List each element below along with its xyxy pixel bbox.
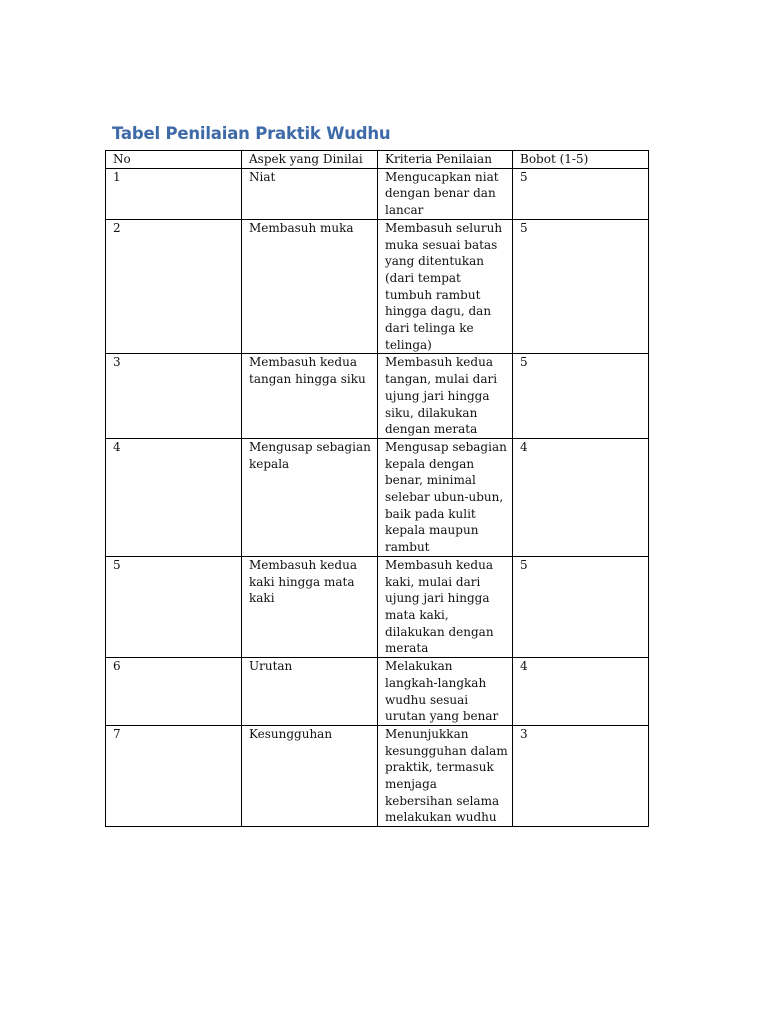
cell-kriteria: Melakukan langkah-langkah wudhu sesuai urutan yang benar [378,658,513,726]
cell-no: 7 [106,725,242,826]
cell-kriteria: Membasuh kedua kaki, mulai dari ujung jari hingga mata kaki, dilakukan dengan merata [378,556,513,657]
cell-kriteria: Membasuh kedua tangan, mulai dari ujung jari hingga siku, dilakukan dengan merata [378,354,513,439]
table-row [106,168,649,219]
header-bobot: Bobot (1-5) [513,151,649,169]
table-row [106,725,649,826]
cell-bobot: 5 [513,219,649,354]
assessment-table [105,150,649,827]
header-no: No [106,151,242,169]
cell-kriteria: Membasuh seluruh muka sesuai batas yang ditentukan (dari tempat tumbuh rambut hingga dagu, dan dari telinga ke telinga) [378,219,513,354]
header-aspek: Aspek yang Dinilai [242,151,378,169]
cell-kriteria: Menunjukkan kesungguhan dalam praktik, termasuk menjaga kebersihan selama melakukan wudhu [378,725,513,826]
cell-bobot: 4 [513,438,649,556]
cell-aspek: Membasuh muka [242,219,378,354]
table-row [106,438,649,556]
cell-aspek: Mengusap sebagian kepala [242,438,378,556]
cell-kriteria: Mengusap sebagian kepala dengan benar, minimal selebar ubun-ubun, baik pada kulit kepala maupun rambut [378,438,513,556]
table-row [106,219,649,354]
cell-bobot: 3 [513,725,649,826]
table-row [106,354,649,439]
cell-bobot: 5 [513,556,649,657]
cell-no: 6 [106,658,242,726]
cell-bobot: 5 [513,354,649,439]
header-kriteria: Kriteria Penilaian [378,151,513,169]
cell-no: 3 [106,354,242,439]
cell-no: 5 [106,556,242,657]
cell-no: 1 [106,168,242,219]
table-row [106,556,649,657]
cell-aspek: Niat [242,168,378,219]
document-title: Tabel Penilaian Praktik Wudhu [112,124,391,143]
table-header-row [106,151,649,169]
cell-bobot: 4 [513,658,649,726]
cell-aspek: Urutan [242,658,378,726]
table-row [106,658,649,726]
cell-aspek: Membasuh kedua tangan hingga siku [242,354,378,439]
cell-no: 4 [106,438,242,556]
cell-bobot: 5 [513,168,649,219]
cell-kriteria: Mengucapkan niat dengan benar dan lancar [378,168,513,219]
cell-aspek: Kesungguhan [242,725,378,826]
cell-aspek: Membasuh kedua kaki hingga mata kaki [242,556,378,657]
cell-no: 2 [106,219,242,354]
